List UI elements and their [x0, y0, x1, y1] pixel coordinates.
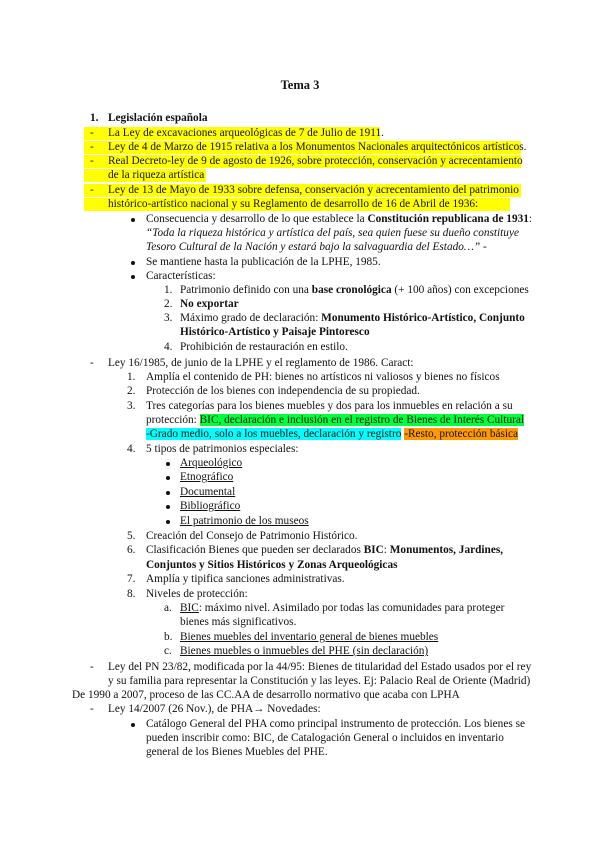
bullet-dot [131, 218, 135, 222]
law-1926-cont: de la riqueza artística [108, 169, 205, 181]
number-marker: 4. [164, 341, 173, 353]
quote-line-1: “Toda la riqueza histórica y artística del país, sea quien fuese su dueño constituye [146, 227, 519, 239]
caracteristica-3-cont: Histórico-Artístico y Paisaje Pintoresco [180, 326, 370, 338]
number-marker: 3. [127, 400, 136, 412]
caracteristica-1 [180, 283, 529, 297]
number-marker: 7. [127, 573, 136, 585]
law-1926: Real Decreto-ley de 9 de agosto de 1926, sobre protección, conservación y acrecentamiento [108, 155, 523, 167]
lphe-item-2: Protección de los bienes con independencia de su propiedad. [146, 385, 420, 397]
lphe-item-1: Amplía el contenido de PH: bienes no artísticos ni valiosos y bienes no físicos [146, 371, 500, 383]
lpha-intro: Ley 14/2007 (26 Nov.), de PHA→ Novedades: [108, 703, 321, 715]
ley1933-consecuencia [146, 212, 532, 226]
text-fragment: Clasificación Bienes que pueden ser declarados [146, 544, 364, 556]
special-documental: Documental [180, 486, 236, 498]
highlight-grado-medio: -Grado medio, solo a los muebles, declaración y registro [146, 428, 402, 440]
bullet-dot [131, 723, 135, 727]
lphe-item-5: Creación del Consejo de Patrimonio Histórico. [146, 530, 358, 542]
pn-line-1: Ley del PN 23/82, modificada por la 44/95: Bienes de titularidad del Estado usados por el rey [108, 661, 532, 673]
pn-line-3: De 1990 a 2007, proceso de las CC.AA de desarrollo normativo que acaba con LPHA [72, 689, 460, 701]
nivel-c: Bienes muebles o inmuebles del PHE (sin declaración) [180, 645, 429, 657]
text-fragment: Máximo grado de declaración: [180, 312, 322, 324]
caracteristica-4: Prohibición de restauración en estilo. [180, 341, 348, 353]
text-fragment: protección: [146, 414, 200, 426]
text-fragment: Patrimonio definido con una [180, 284, 312, 296]
special-museos: El patrimonio de los museos [180, 515, 309, 527]
number-marker: 2. [164, 298, 173, 310]
nivel-b: Bienes muebles del inventario general de bienes muebles [180, 631, 439, 643]
caracteristica-3 [180, 311, 525, 325]
pn-line-2: y su familia para representar la Constitución y las leyes. Ej: Palacio Real de Oriente (Madrid) [108, 675, 531, 687]
lphe-item-3-cyan-orange [146, 427, 518, 441]
bullet-dot [166, 491, 170, 495]
dash-marker: - [90, 357, 94, 369]
lpha-line-3: general de los Bienes Muebles del PHE. [146, 746, 328, 758]
highlight-resto: -Resto, protección básica [404, 428, 519, 440]
law-1911: La Ley de excavaciones arqueológicas de 7 de Julio de 1911. [108, 127, 384, 139]
nivel-a [180, 601, 504, 615]
text-fragment: : [528, 213, 533, 225]
bullet-dot [166, 476, 170, 480]
ley1933-caracteristicas: Características: [146, 270, 216, 282]
caracteristica-2: No exportar [180, 298, 239, 310]
number-marker: 8. [127, 588, 136, 600]
text-fragment: Consecuencia y desarrollo de lo que establece la [146, 213, 368, 225]
number-marker: 2. [127, 385, 136, 397]
text-fragment: : máximo nivel. Asimilado por todas las comunidades para proteger [198, 602, 505, 614]
quote-line-2 [146, 240, 487, 254]
number-marker: 5. [127, 530, 136, 542]
text-fragment: BIC [363, 544, 384, 556]
law-1933: Ley de 13 de Mayo de 1933 sobre defensa, conservación y acrecentamiento del patrimonio [108, 184, 519, 196]
letter-marker: b. [164, 631, 173, 643]
number-marker: 1. [164, 284, 173, 296]
letter-marker: a. [164, 602, 172, 614]
quote-text: Tesoro Cultural de la Nación y estará bajo la salvaguardia del Estado…” [146, 241, 481, 253]
lphe-item-6 [146, 543, 503, 557]
lphe-item-6-cont: Conjuntos y Sitios Históricos y Zonas Arqueológicas [146, 559, 398, 571]
lphe-item-3: Tres categorías para los bienes muebles y dos para los inmuebles en relación a su [146, 400, 513, 412]
law-1915: Ley de 4 de Marzo de 1915 relativa a los Monumentos Nacionales arquitectónicos artísticos. [108, 141, 527, 153]
special-etnografico: Etnográfico [180, 471, 234, 483]
lphe-item-7: Amplía y tipifica sanciones administrativas. [146, 573, 345, 585]
text-fragment: (+ 100 años) con excepciones [391, 284, 529, 296]
section-heading: Legislación española [108, 112, 208, 124]
bullet-dot [131, 261, 135, 265]
bullet-dot [131, 275, 135, 279]
lpha-line-1: Catálogo General del PHA como principal instrumento de protección. Los bienes se [146, 718, 525, 730]
text-fragment: BIC [180, 602, 199, 614]
lphe-intro: Ley 16/1985, de junio de la LPHE y el reglamento de 1986. Caract: [108, 357, 414, 369]
lphe-item-4: 5 tipos de patrimonios especiales: [146, 443, 299, 455]
text-fragment: : [383, 544, 390, 556]
special-bibliografico: Bibliográfico [180, 500, 241, 512]
number-marker: 1. [127, 371, 136, 383]
text-fragment: Monumentos, Jardines, [389, 544, 504, 556]
page-title: Tema 3 [280, 78, 320, 92]
lphe-item-3-green [146, 413, 524, 427]
special-arqueologico: Arqueológico [180, 457, 243, 469]
text-fragment: Monumento Histórico-Artístico, Conjunto [321, 312, 525, 324]
lphe-item-8: Niveles de protección: [146, 588, 248, 600]
dash-marker: - [90, 184, 94, 196]
number-marker: 4. [127, 443, 136, 455]
number-marker: 6. [127, 544, 136, 556]
dash-marker: - [90, 141, 94, 153]
constitucion-1931: Constitución republicana de 1931 [367, 213, 529, 225]
dash-marker: - [90, 703, 94, 715]
lpha-line-2: pueden inscribir como: BIC, de Catalogación General o incluidos en inventario [146, 732, 504, 744]
text-fragment: base cronológica [311, 284, 392, 296]
law-1933-cont: histórico-artístico nacional y su Reglamento de desarrollo de 16 de Abril de 1936: [108, 198, 479, 210]
number-marker: 3. [164, 312, 173, 324]
ley1933-vigencia: Se mantiene hasta la publicación de la LPHE, 1985. [146, 256, 381, 268]
dash-marker: - [90, 661, 94, 673]
dash-marker: - [90, 155, 94, 167]
section-number: 1. [90, 112, 99, 124]
letter-marker: c. [164, 645, 172, 657]
bullet-dot [166, 505, 170, 509]
bullet-dot [166, 462, 170, 466]
dash-marker: - [90, 127, 94, 139]
text-fragment: - [480, 241, 487, 253]
highlight-bic: BIC, declaración e inclusión en el registro de Bienes de Interés Cultural [199, 414, 525, 426]
nivel-a-cont: bienes más significativos. [180, 616, 297, 628]
bullet-dot [166, 520, 170, 524]
